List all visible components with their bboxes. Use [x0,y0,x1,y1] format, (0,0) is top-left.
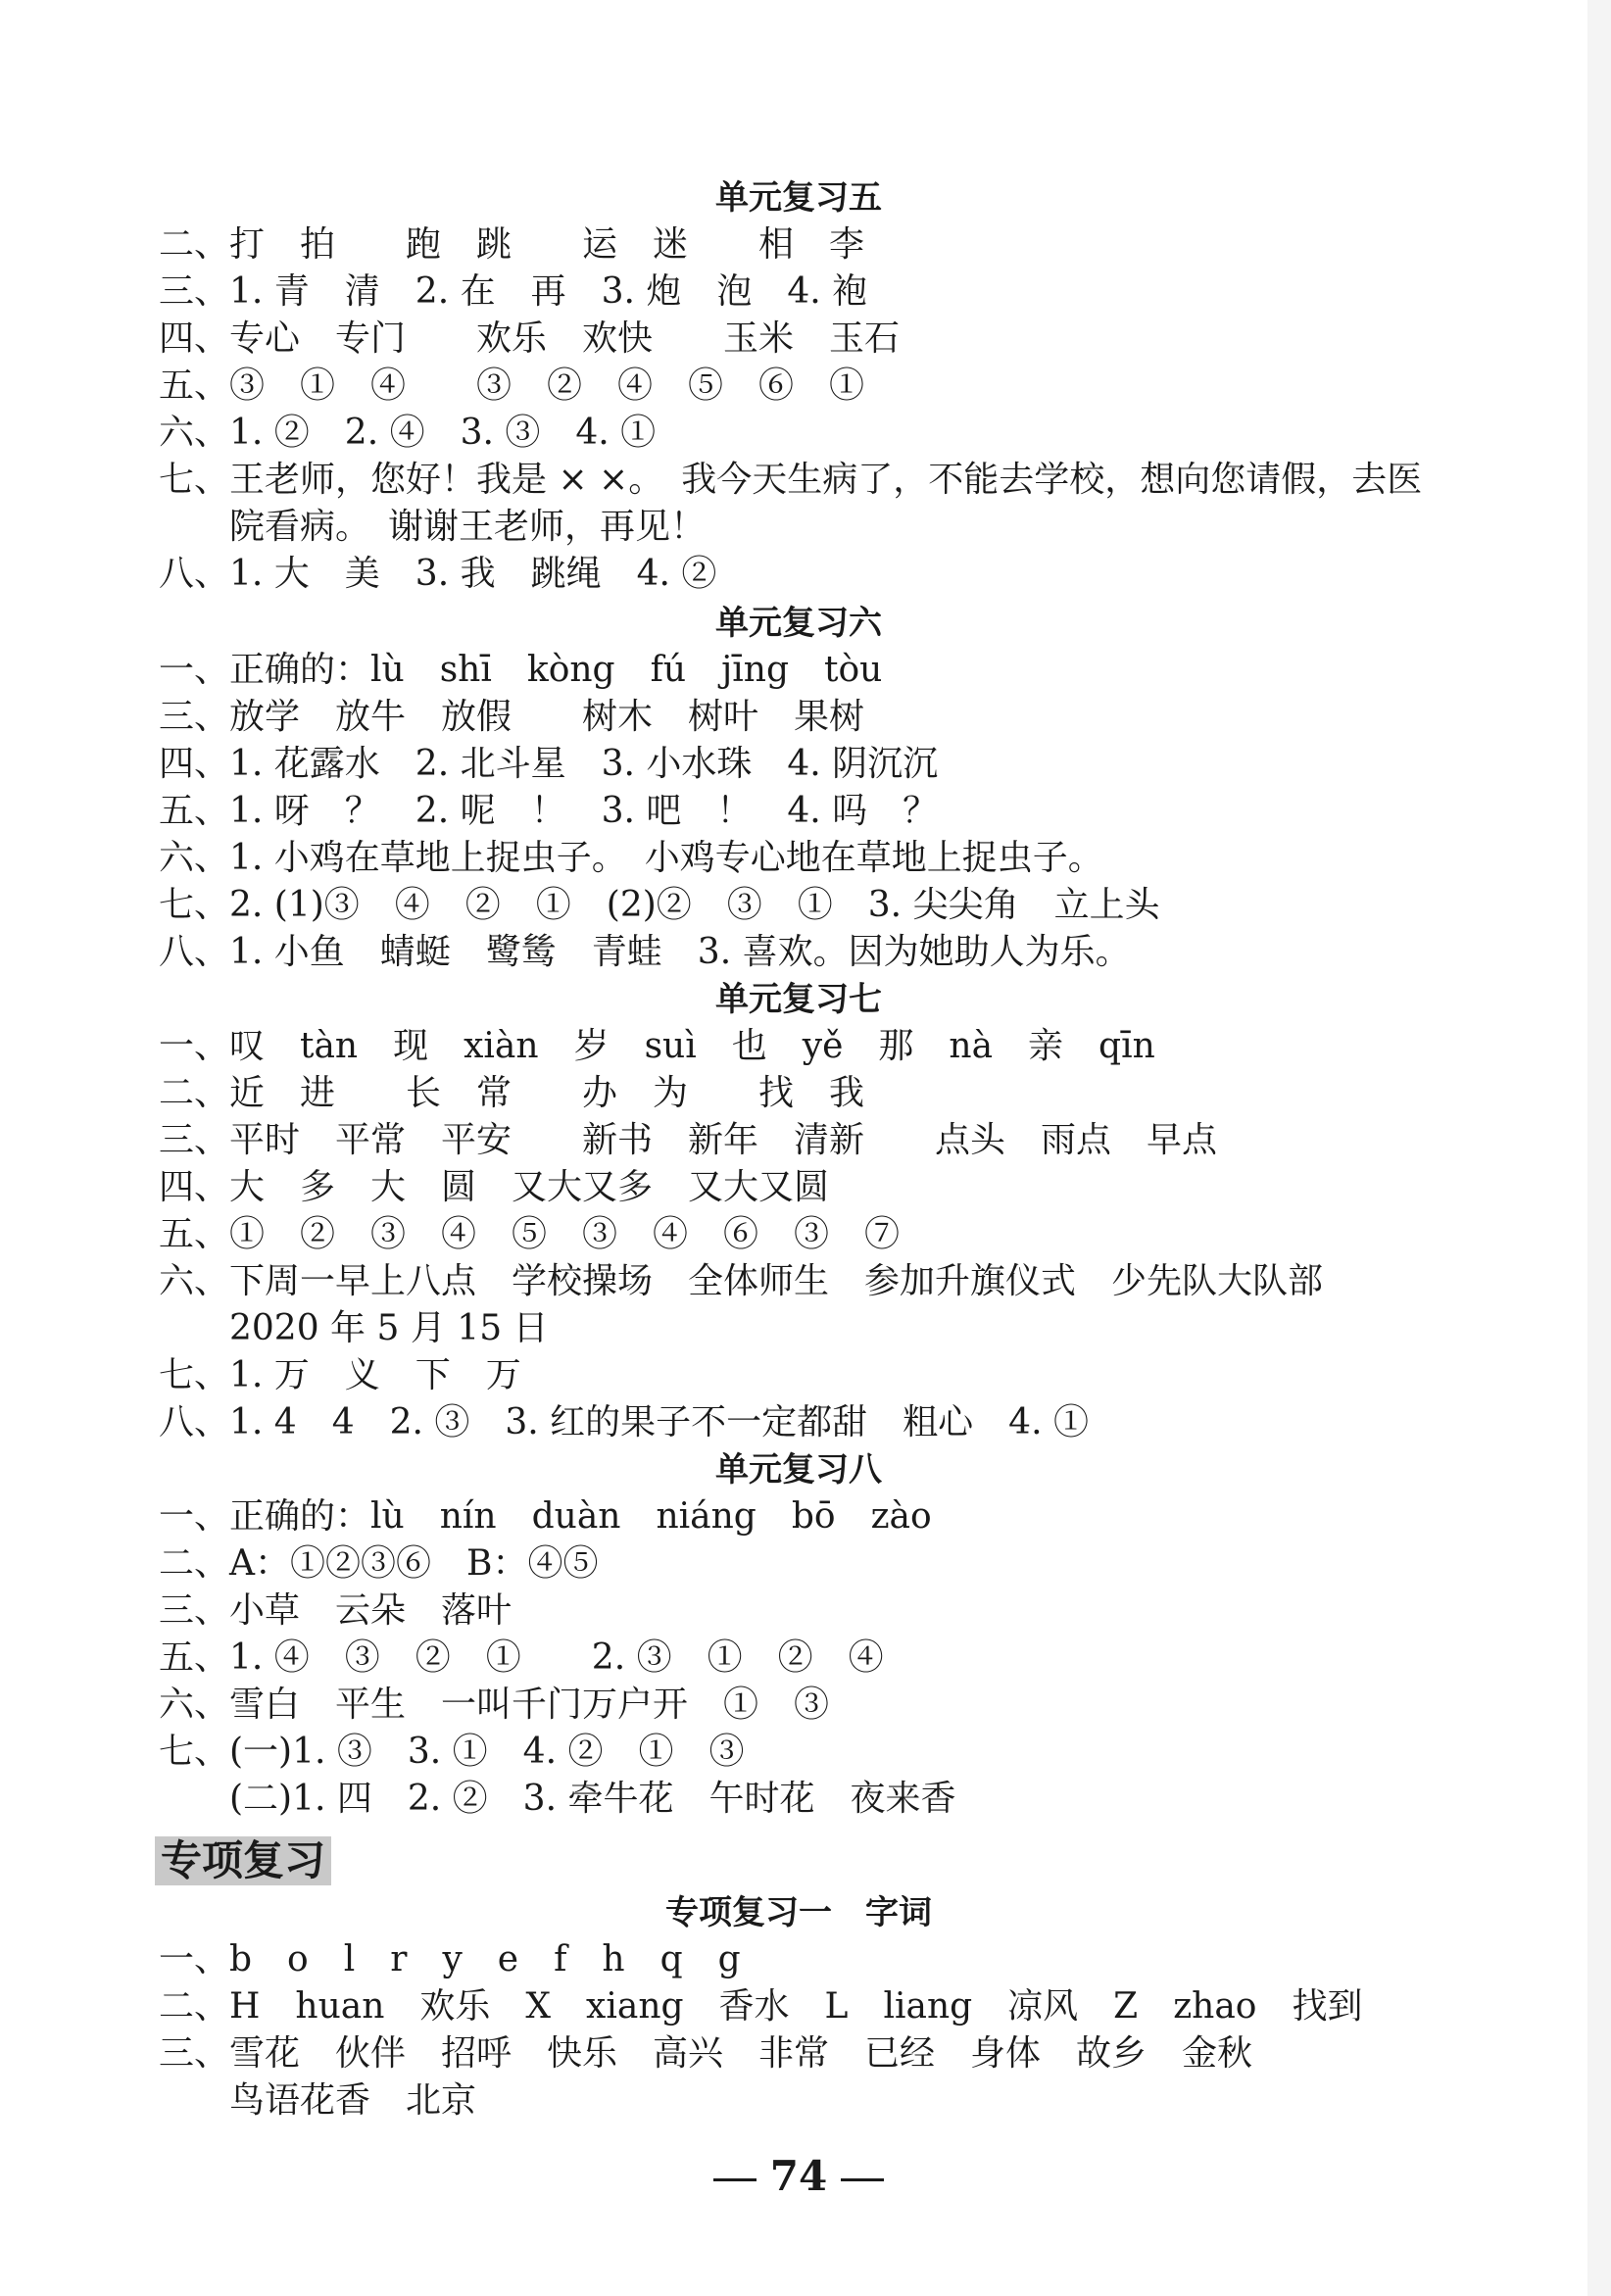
answer-line: 一、正确的：lù nín duàn niáng bō zào [159,1496,932,1537]
answer-line: 五、① ② ③ ④ ⑤ ③ ④ ⑥ ③ ⑦ [159,1214,901,1254]
answer-line: 七、1. 万 义 下 万 [159,1355,521,1395]
answer-line: 三、小草 云朵 落叶 [159,1590,513,1631]
answer-line: 五、1. ④ ③ ② ① 2. ③ ① ② ④ [159,1637,884,1678]
answer-line: 四、大 多 大 圆 又大又多 又大又圆 [159,1167,830,1207]
answer-line: 八、1. 小鱼 蜻蜓 鹭鸶 青蛙 3. 喜欢。因为她助人为乐。 [159,932,1131,972]
answer-line: 二、A：①②③⑥ B：④⑤ [159,1543,599,1584]
dash-right [841,2178,884,2181]
answer-line: 四、1. 花露水 2. 北斗星 3. 小水珠 4. 阴沉沉 [159,744,939,784]
answer-line: 2020 年 5 月 15 日 [159,1308,549,1348]
answer-line: 三、1. 青 清 2. 在 再 3. 炮 泡 4. 袍 [159,271,868,312]
answer-line: 八、1. 大 美 3. 我 跳绳 4. ② [159,554,717,594]
answer-line: 三、雪花 伙伴 招呼 快乐 高兴 非常 已经 身体 故乡 金秋 [159,2033,1253,2074]
answer-line: 三、放学 放牛 放假 树木 树叶 果树 [159,697,865,737]
answer-line: 六、1. ② 2. ④ 3. ③ 4. ① [159,413,657,453]
answer-line: (二)1. 四 2. ② 3. 牵牛花 午时花 夜来香 [159,1779,956,1819]
answer-line: 二、打 拍 跑 跳 运 迷 相 李 [159,224,865,265]
answer-line: 二、H huan 欢乐 X xiang 香水 L liang 凉风 Z zhao 找到 [159,1986,1363,2027]
page-number-value: 74 [769,2152,828,2200]
answer-line: 五、③ ① ④ ③ ② ④ ⑤ ⑥ ① [159,366,865,406]
answer-line: 六、1. 小鸡在草地上捉虫子。 小鸡专心地在草地上捉虫子。 [159,838,1103,878]
special-review-1-title: 专项复习一 字词 [665,1893,932,1932]
answer-line: 七、王老师，您好！我是 × ×。 我今天生病了，不能去学校，想向您请假，去医 [159,460,1423,500]
section-8-title: 单元复习八 [715,1450,882,1490]
page-number [0,2152,1597,2201]
section-7-title: 单元复习七 [715,980,882,1019]
answer-line: 院看病。 谢谢王老师，再见！ [159,507,707,547]
answer-line: 鸟语花香 北京 [159,2080,477,2121]
answer-line: 五、1. 呀 ？ 2. 呢 ！ 3. 吧 ！ 4. 吗 ？ [159,791,939,831]
answer-line: 二、近 进 长 常 办 为 找 我 [159,1073,865,1113]
answer-line: 四、专心 专门 欢乐 欢快 玉米 玉石 [159,318,901,359]
answer-line: 一、正确的：lù shī kòng fú jīng tòu [159,650,883,690]
section-6-title: 单元复习六 [715,604,882,643]
dash-left [713,2178,757,2181]
answer-line: 三、平时 平常 平安 新书 新年 清新 点头 雨点 早点 [159,1120,1218,1160]
answer-line: 七、(一)1. ③ 3. ① 4. ② ① ③ [159,1732,745,1772]
answer-line: 一、叹 tàn 现 xiàn 岁 suì 也 yě 那 nà 亲 qīn [159,1026,1155,1066]
answer-line: 六、雪白 平生 一叫千门万户开 ① ③ [159,1685,830,1725]
special-review-label: 专项复习 [155,1836,331,1885]
answer-line: 六、下周一早上八点 学校操场 全体师生 参加升旗仪式 少先队大队部 [159,1261,1324,1301]
answer-line: 七、2. (1)③ ④ ② ① (2)② ③ ① 3. 尖尖角 立上头 [159,885,1160,925]
answer-line: 一、b o l r y e f h q g [159,1939,741,1979]
section-5-title: 单元复习五 [715,178,882,218]
answer-line: 八、1. 4 4 2. ③ 3. 红的果子不一定都甜 粗心 4. ① [159,1402,1089,1442]
